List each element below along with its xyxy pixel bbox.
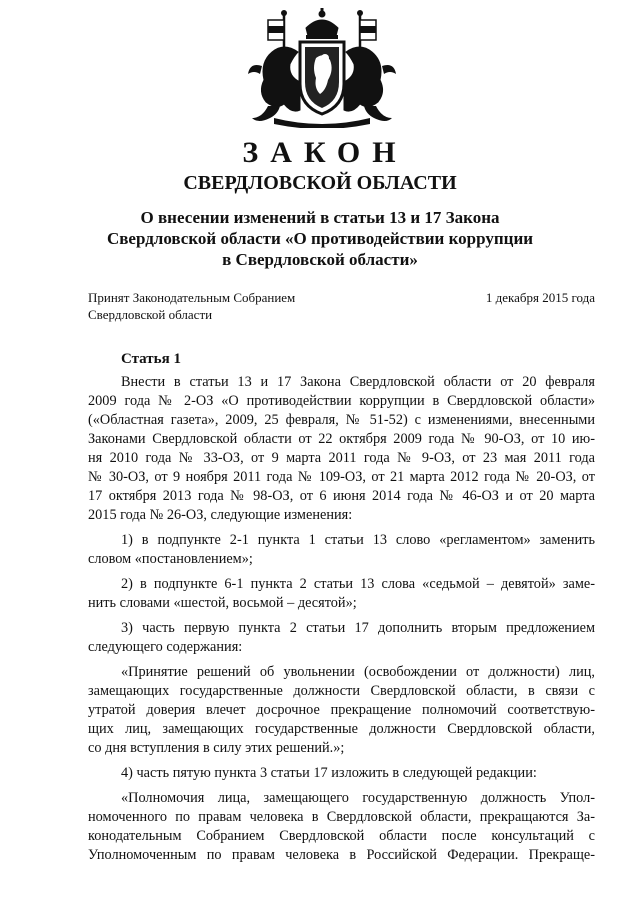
paragraph-line: нить словами «шестой, восьмой – десятой»;: [88, 595, 357, 611]
paragraph-line: 4) часть пятую пункта 3 статьи 17 изложить в следующей редакции:: [121, 765, 537, 781]
paragraph-line: Законами Свердловской области от 22 октября 2009 года № 90-ОЗ, от 10 ию-: [88, 431, 595, 447]
article-paragraph: [88, 764, 595, 783]
paragraph-line: номоченного по правам человека в Свердловской области, прекращаются За-: [88, 809, 595, 825]
paragraph-line: замещающих государственные должности Свердловской области, в связи с: [88, 683, 595, 699]
article-paragraph: [88, 575, 595, 613]
adoption-date: 1 декабря 2015 года: [485, 290, 595, 305]
paragraph-line: утратой доверия влечет досрочное прекращение полномочий соответствую-: [88, 702, 595, 718]
article-paragraph: [88, 531, 595, 569]
law-subject: [0, 207, 640, 270]
paragraph-line: № 30-ОЗ, от 9 ноября 2011 года № 109-ОЗ, от 21 марта 2012 года № 20-ОЗ, от: [88, 469, 595, 485]
law-title: ЗАКОН: [242, 136, 408, 169]
paragraph-line: 1) в подпункте 2-1 пункта 1 статьи 13 слово «регламентом» заменить: [121, 532, 595, 548]
paragraph-line: «Полномочия лица, замещающего государственную должность Упол-: [121, 790, 595, 806]
paragraph-line: 2) в подпункте 6-1 пункта 2 статьи 13 слова «седьмой – девятой» заме-: [121, 576, 595, 592]
paragraph-line: Уполномоченным по правам человека в Российской Федерации. Прекраще-: [88, 847, 595, 863]
subject-line: в Свердловской области»: [222, 250, 418, 269]
article-paragraph: [88, 373, 595, 525]
adopted-by: [88, 289, 295, 323]
adopted-by-line: Принят Законодательным Собранием: [88, 290, 296, 305]
article-heading: Статья 1: [121, 351, 181, 367]
region-title: СВЕРДЛОВСКОЙ ОБЛАСТИ: [183, 172, 457, 194]
paragraph-line: следующего содержания:: [88, 639, 243, 655]
paragraph-line: 3) часть первую пункта 2 статьи 17 дополнить вторым предложением: [121, 620, 595, 636]
paragraph-line: 17 октября 2013 года № 98-ОЗ, от 6 июня 2014 года № 46-ОЗ и от 20 марта: [88, 488, 595, 504]
paragraph-line: со дня вступления в силу этих решений.»;: [88, 740, 345, 756]
coat-of-arms-emblem: [244, 6, 400, 128]
subject-line: Свердловской области «О противодействии коррупции: [106, 229, 534, 248]
paragraph-line: 2015 года № 26-ОЗ, следующие изменения:: [88, 507, 353, 523]
paragraph-line: щих лиц, замещающих государственные должности Свердловской области,: [88, 721, 595, 737]
article-body: [88, 373, 595, 871]
paragraph-line: («Областная газета», 2009, 25 февраля, № 51-52) с изменениями, внесенными: [88, 412, 595, 428]
paragraph-line: конодательным Собранием Свердловской области после консультаций с: [88, 828, 595, 844]
paragraph-line: словом «постановлением»;: [88, 551, 253, 567]
adopted-by-line: Свердловской области: [88, 307, 213, 322]
paragraph-line: «Принятие решений об увольнении (освобождении от должности) лиц,: [121, 664, 595, 680]
paragraph-line: ня 2010 года № 33-ОЗ, от 9 марта 2011 года № 9-ОЗ, от 23 мая 2011 года: [88, 450, 595, 466]
article-paragraph: [88, 663, 595, 758]
paragraph-line: 2009 года № 2-ОЗ «О противодействии коррупции в Свердловской области»: [88, 393, 595, 409]
subject-line: О внесении изменений в статьи 13 и 17 Закона: [140, 208, 500, 227]
article-paragraph: [88, 619, 595, 657]
paragraph-line: Внести в статьи 13 и 17 Закона Свердловской области от 20 февраля: [121, 374, 595, 390]
article-paragraph: [88, 789, 595, 865]
